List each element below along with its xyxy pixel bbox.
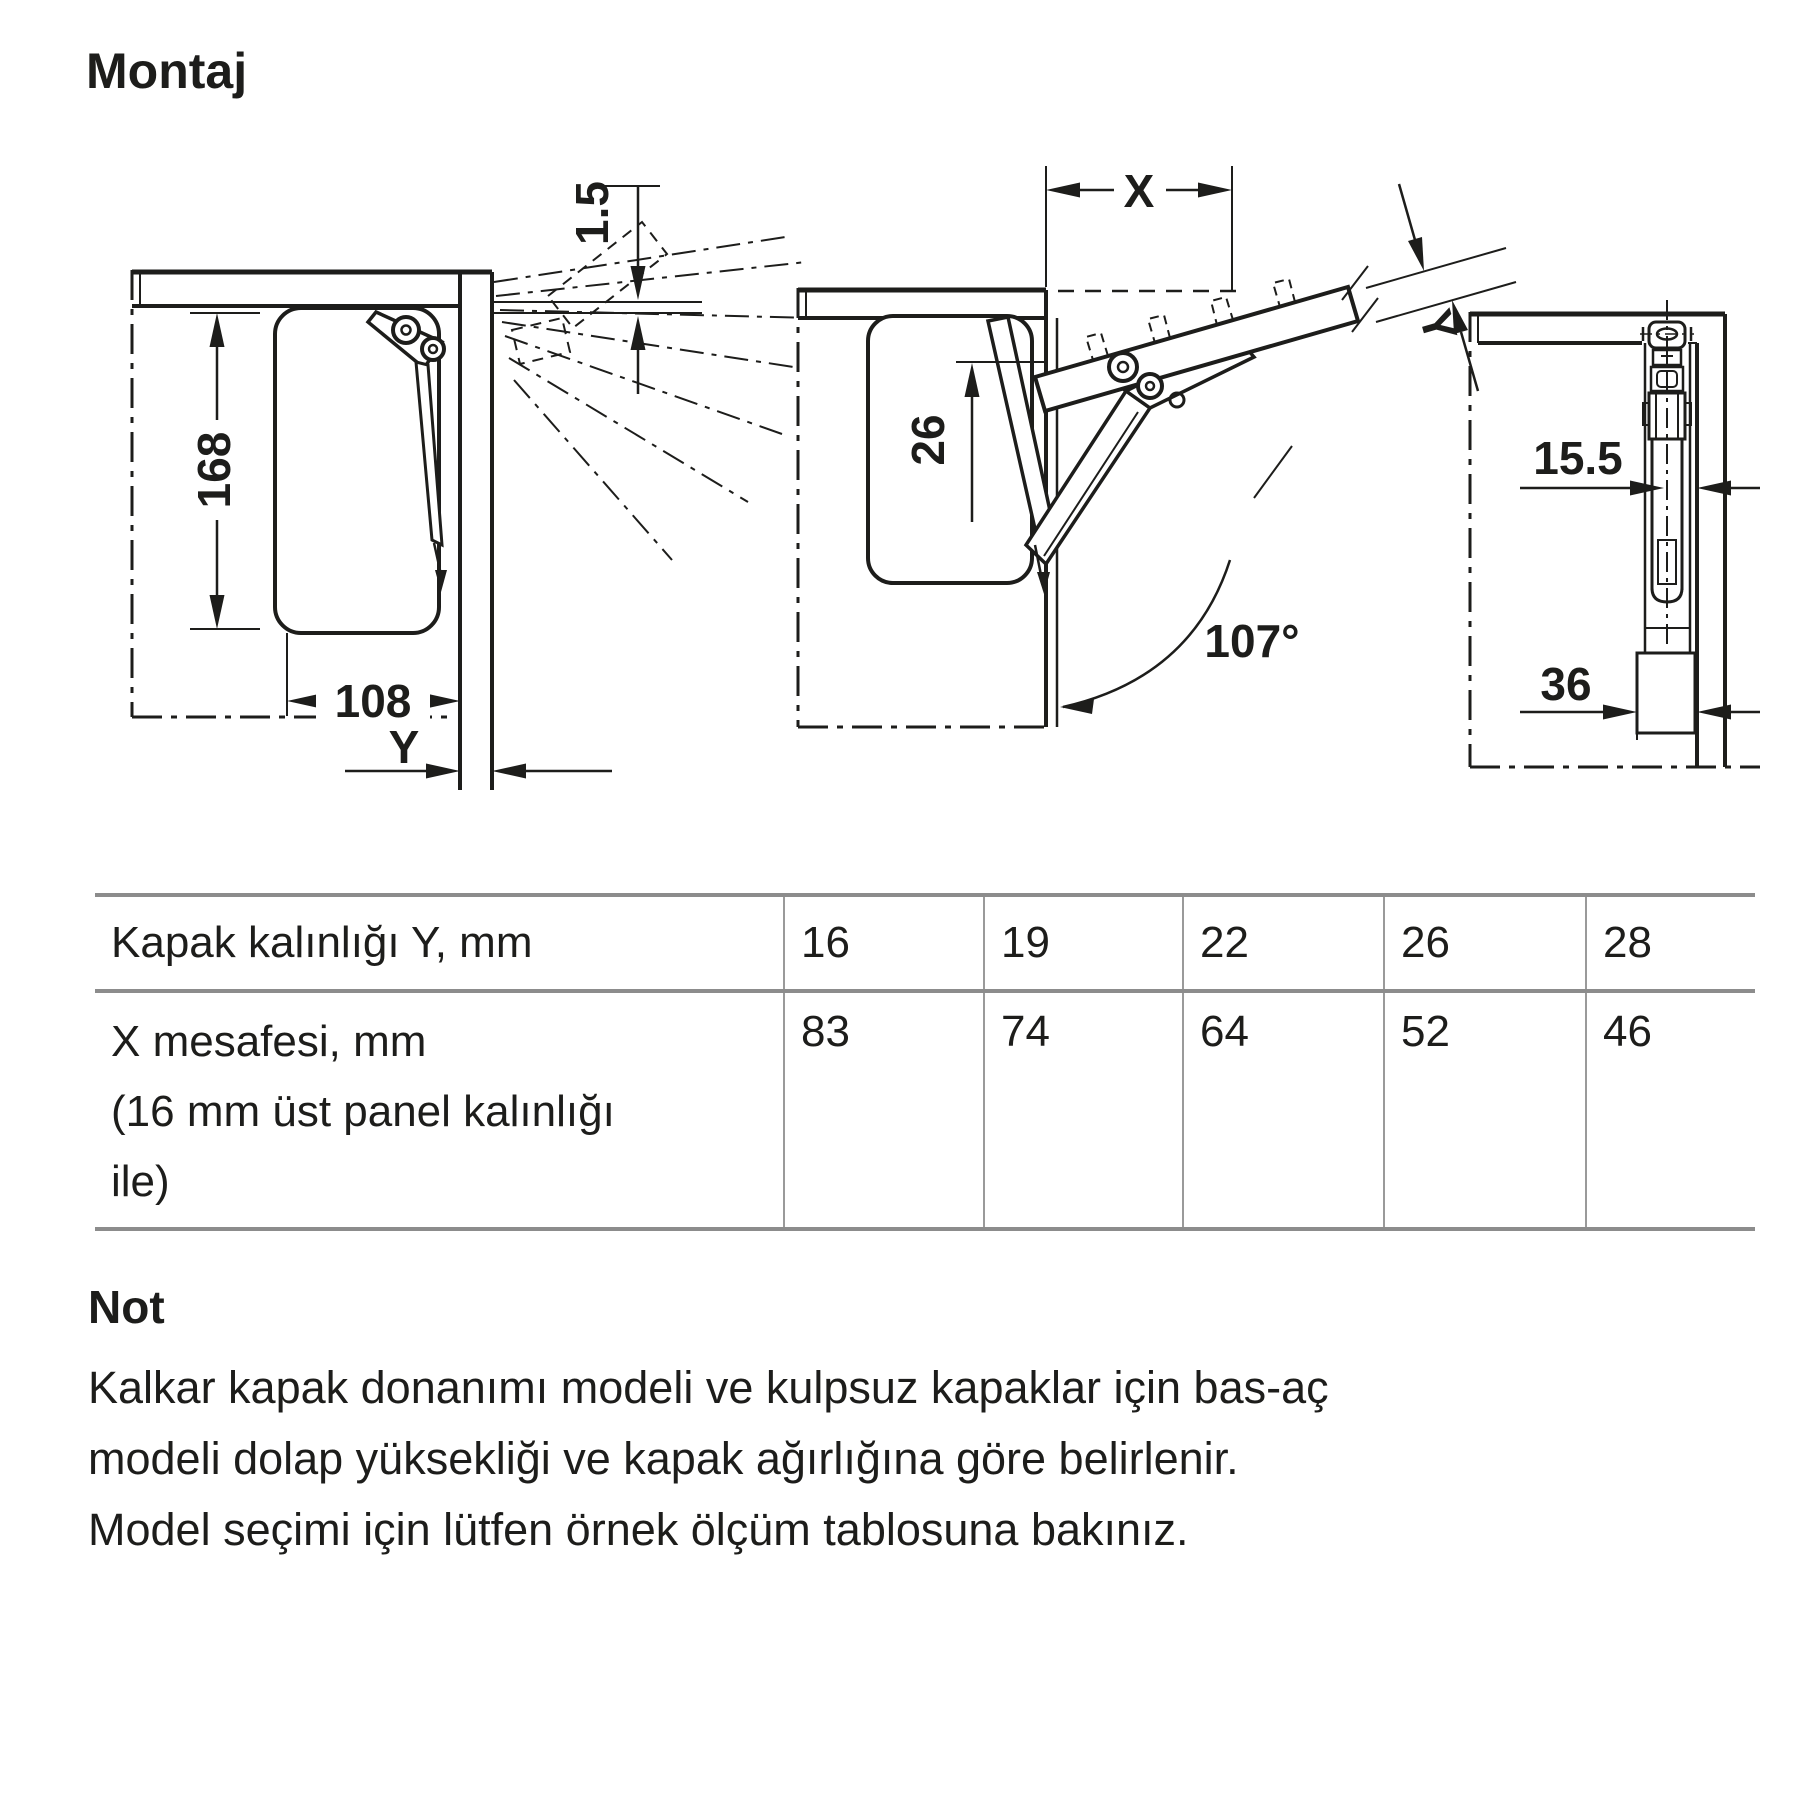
table-cell: 22	[1183, 895, 1384, 991]
note-heading: Not	[88, 1281, 165, 1333]
table-cell: 46	[1586, 991, 1755, 1229]
dimension-table	[95, 893, 1755, 1231]
dim-y-left: Y	[388, 721, 420, 773]
dim-108: 108	[334, 675, 412, 727]
page-title: Montaj	[86, 43, 248, 99]
dim-1-5: 1.5	[566, 181, 618, 245]
table-cell: 28	[1586, 895, 1755, 991]
table-cell: 74	[984, 991, 1183, 1229]
table-cell: 19	[984, 895, 1183, 991]
installation-drawing	[0, 0, 1806, 830]
dim-36: 36	[1540, 658, 1592, 710]
dim-x: X	[1123, 165, 1155, 217]
table-cell: 52	[1384, 991, 1586, 1229]
opening-trajectory	[494, 222, 812, 560]
table-cell: 64	[1183, 991, 1384, 1229]
note-line: modeli dolap yüksekliği ve kapak ağırlığına göre belirlenir.	[88, 1433, 1239, 1484]
table-cell: 16	[784, 895, 984, 991]
note-section	[88, 1280, 1588, 1565]
dim-26: 26	[902, 414, 954, 466]
open-position-drawing	[798, 162, 1516, 727]
table-row	[95, 991, 1755, 1229]
front-view-drawing	[1470, 300, 1760, 767]
row-label: Kapak kalınlığı Y, mm	[111, 918, 533, 967]
note-line: Kalkar kapak donanımı modeli ve kulpsuz kapaklar için bas-aç	[88, 1362, 1329, 1413]
dim-107: 107°	[1204, 615, 1300, 667]
dim-168: 168	[188, 431, 240, 509]
right-mechanism	[1640, 300, 1694, 648]
closed-position-drawing	[132, 181, 812, 790]
dim-15-5: 15.5	[1533, 432, 1623, 484]
dim-y-mid: Y	[1409, 303, 1468, 348]
table-cell: 83	[784, 991, 984, 1229]
table-cell: 26	[1384, 895, 1586, 991]
row-label: X mesafesi, mm (16 mm üst panel kalınlığı ile)	[111, 1017, 615, 1206]
note-line: Model seçimi için lütfen örnek ölçüm tablosuna bakınız.	[88, 1504, 1189, 1555]
table-row	[95, 895, 1755, 991]
